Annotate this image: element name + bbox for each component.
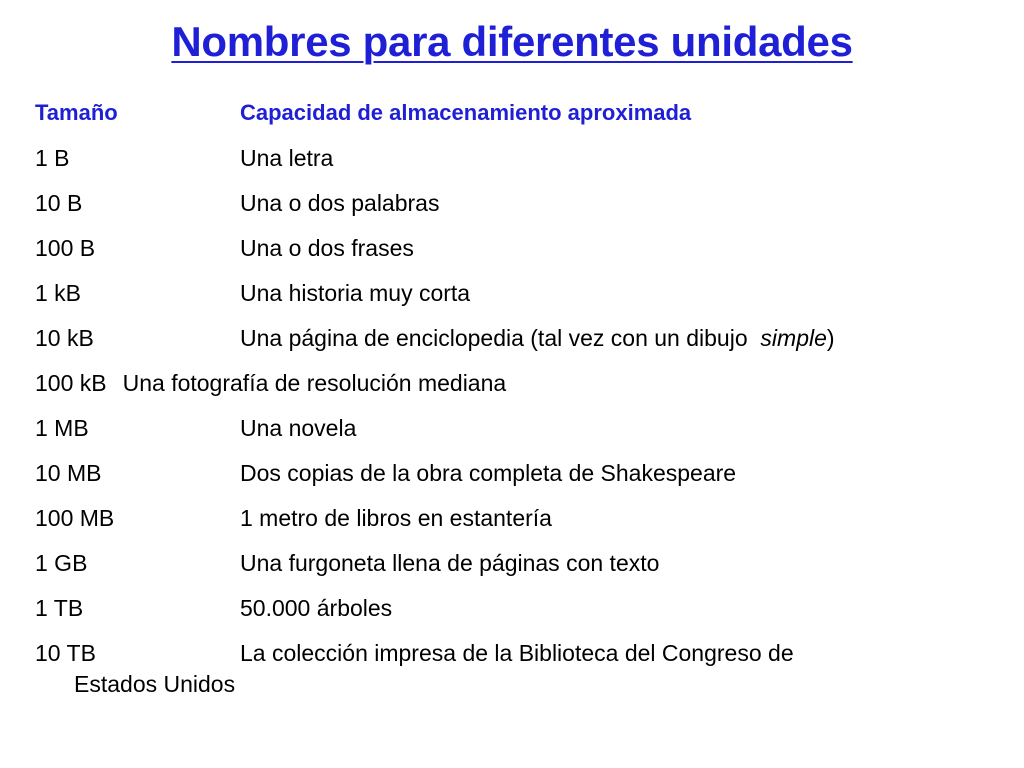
slide-title: Nombres para diferentes unidades — [171, 18, 853, 65]
row-capacity-text: Una página de enciclopedia (tal vez con un dibujo — [240, 325, 748, 351]
table-header — [35, 93, 995, 138]
table-row — [35, 453, 995, 498]
row-capacity: Una o dos frases — [240, 235, 414, 261]
row-size: 1 kB — [35, 280, 82, 306]
row-capacity: La colección impresa de la Biblioteca del Congreso de — [240, 640, 794, 666]
row-size: 1 B — [35, 145, 70, 171]
table-row — [35, 588, 995, 633]
row-size: 10 TB — [35, 640, 96, 666]
row-capacity: 50.000 árboles — [240, 595, 393, 621]
units-table — [35, 93, 995, 701]
row-capacity: Una letra — [240, 145, 334, 171]
row-size: 1 TB — [35, 595, 84, 621]
row-size: 100 kB — [35, 370, 107, 396]
row-size: 10 B — [35, 190, 83, 216]
table-row — [35, 228, 995, 273]
row-size: 100 B — [35, 235, 96, 261]
table-row — [35, 318, 995, 363]
row-capacity-continuation: Estados Unidos — [74, 671, 236, 697]
row-capacity: Una historia muy corta — [240, 280, 471, 306]
header-size: Tamaño — [35, 100, 118, 125]
row-capacity-emphasis: simple — [760, 325, 827, 351]
table-row — [35, 633, 995, 701]
row-capacity: Una fotografía de resolución mediana — [122, 370, 507, 396]
table-row — [35, 183, 995, 228]
row-capacity-tail: ) — [826, 325, 835, 351]
table-row — [35, 498, 995, 543]
header-capacity: Capacidad de almacenamiento aproximada — [240, 100, 692, 125]
row-line — [35, 633, 995, 667]
row-size: 10 kB — [35, 325, 94, 351]
row-size: 10 MB — [35, 460, 102, 486]
table-row — [35, 408, 995, 453]
row-size: 1 GB — [35, 550, 88, 576]
table-row — [35, 543, 995, 588]
row-size: 1 MB — [35, 415, 89, 441]
row-capacity: Una o dos palabras — [240, 190, 440, 216]
row-capacity — [240, 318, 835, 358]
row-size: 100 MB — [35, 505, 115, 531]
table-row — [35, 273, 995, 318]
row-capacity: Una novela — [240, 415, 357, 441]
table-row — [35, 363, 995, 408]
row-capacity: Dos copias de la obra completa de Shakespeare — [240, 460, 737, 486]
row-capacity: 1 metro de libros en estantería — [240, 505, 552, 531]
table-row — [35, 138, 995, 183]
row-capacity: Una furgoneta llena de páginas con texto — [240, 550, 660, 576]
